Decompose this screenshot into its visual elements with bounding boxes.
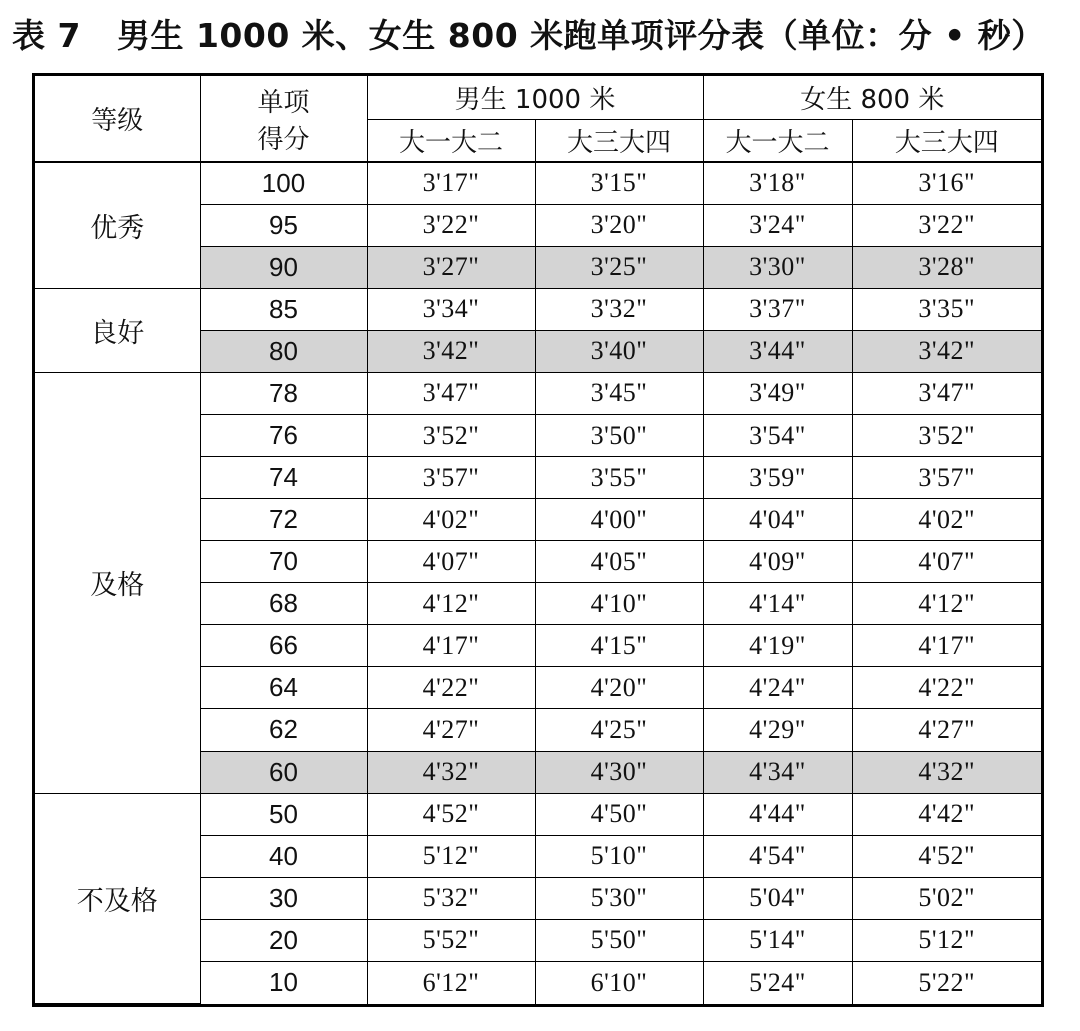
male-year34-cell: 4'15": [535, 625, 703, 667]
header-score: [200, 76, 367, 162]
score-cell: 85: [200, 288, 367, 330]
grade-cell: 优秀: [35, 162, 200, 288]
score-cell: 80: [200, 330, 367, 372]
score-cell: 66: [200, 625, 367, 667]
grade-cell: 及格: [35, 372, 200, 793]
header-female-year34: 大三大四: [852, 119, 1041, 162]
table-row: [35, 793, 1041, 835]
female-year34-cell: 5'02": [852, 877, 1041, 919]
female-year34-cell: 4'17": [852, 625, 1041, 667]
score-cell: 72: [200, 499, 367, 541]
table-row: [35, 372, 1041, 414]
male-year34-cell: 4'05": [535, 541, 703, 583]
female-year12-cell: 5'04": [703, 877, 852, 919]
female-year12-cell: 4'44": [703, 793, 852, 835]
male-year34-cell: 5'50": [535, 919, 703, 961]
header-score-line1: 单项: [257, 87, 310, 118]
table-row: [35, 288, 1041, 330]
male-year34-cell: 4'20": [535, 667, 703, 709]
score-cell: 74: [200, 457, 367, 499]
score-cell: 30: [200, 877, 367, 919]
male-year34-cell: 4'50": [535, 793, 703, 835]
female-year12-cell: 5'14": [703, 919, 852, 961]
female-year34-cell: 3'57": [852, 457, 1041, 499]
male-year34-cell: 6'10": [535, 961, 703, 1003]
female-year34-cell: 4'07": [852, 541, 1041, 583]
female-year12-cell: 4'29": [703, 709, 852, 751]
female-year12-cell: 3'54": [703, 415, 852, 457]
score-cell: 95: [200, 204, 367, 246]
male-year12-cell: 4'02": [367, 499, 535, 541]
female-year34-cell: 4'27": [852, 709, 1041, 751]
grade-cell: 不及格: [35, 793, 200, 1003]
male-year12-cell: 4'07": [367, 541, 535, 583]
score-table-body: [35, 76, 1041, 1004]
female-year34-cell: 3'28": [852, 246, 1041, 288]
male-year12-cell: 5'52": [367, 919, 535, 961]
female-year12-cell: 4'04": [703, 499, 852, 541]
grade-cell: 良好: [35, 288, 200, 372]
female-year12-cell: 4'24": [703, 667, 852, 709]
score-cell: 60: [200, 751, 367, 793]
table-number: 表 7: [12, 16, 81, 55]
table-title: [12, 8, 1045, 64]
score-cell: 76: [200, 415, 367, 457]
score-cell: 20: [200, 919, 367, 961]
female-year34-cell: 3'35": [852, 288, 1041, 330]
female-year34-cell: 4'42": [852, 793, 1041, 835]
header-male-year12: 大一大二: [367, 119, 535, 162]
female-year12-cell: 3'37": [703, 288, 852, 330]
male-year12-cell: 3'27": [367, 246, 535, 288]
male-year12-cell: 5'12": [367, 835, 535, 877]
score-table: [35, 76, 1041, 1004]
male-year34-cell: 3'50": [535, 415, 703, 457]
score-cell: 90: [200, 246, 367, 288]
male-year34-cell: 3'45": [535, 372, 703, 414]
female-year34-cell: 5'22": [852, 961, 1041, 1003]
male-year34-cell: 4'10": [535, 583, 703, 625]
male-year34-cell: 4'25": [535, 709, 703, 751]
male-year12-cell: 4'22": [367, 667, 535, 709]
male-year34-cell: 5'30": [535, 877, 703, 919]
female-year12-cell: 3'24": [703, 204, 852, 246]
score-cell: 40: [200, 835, 367, 877]
header-score-line2: 得分: [257, 124, 310, 155]
male-year12-cell: 3'42": [367, 330, 535, 372]
table-title-text: 男生 1000 米、女生 800 米跑单项评分表（单位：分 • 秒）: [116, 16, 1045, 55]
female-year34-cell: 4'12": [852, 583, 1041, 625]
male-year34-cell: 4'00": [535, 499, 703, 541]
female-year12-cell: 3'49": [703, 372, 852, 414]
female-year34-cell: 5'12": [852, 919, 1041, 961]
female-year12-cell: 4'09": [703, 541, 852, 583]
header-male: 男生 1000 米: [367, 76, 703, 119]
male-year12-cell: 3'22": [367, 204, 535, 246]
male-year12-cell: 3'47": [367, 372, 535, 414]
female-year34-cell: 3'52": [852, 415, 1041, 457]
score-table-frame: [32, 73, 1044, 1007]
female-year34-cell: 4'52": [852, 835, 1041, 877]
female-year34-cell: 3'47": [852, 372, 1041, 414]
female-year12-cell: 4'14": [703, 583, 852, 625]
header-female: 女生 800 米: [703, 76, 1041, 119]
score-cell: 10: [200, 961, 367, 1003]
male-year12-cell: 4'12": [367, 583, 535, 625]
male-year12-cell: 3'17": [367, 162, 535, 204]
male-year34-cell: 3'55": [535, 457, 703, 499]
male-year34-cell: 4'30": [535, 751, 703, 793]
male-year34-cell: 3'15": [535, 162, 703, 204]
male-year34-cell: 3'20": [535, 204, 703, 246]
male-year12-cell: 3'52": [367, 415, 535, 457]
score-cell: 100: [200, 162, 367, 204]
female-year34-cell: 3'16": [852, 162, 1041, 204]
header-row-1: [35, 76, 1041, 119]
male-year34-cell: 5'10": [535, 835, 703, 877]
male-year12-cell: 3'57": [367, 457, 535, 499]
male-year12-cell: 4'32": [367, 751, 535, 793]
header-female-year12: 大一大二: [703, 119, 852, 162]
female-year12-cell: 3'44": [703, 330, 852, 372]
female-year12-cell: 3'59": [703, 457, 852, 499]
score-cell: 68: [200, 583, 367, 625]
male-year34-cell: 3'40": [535, 330, 703, 372]
female-year12-cell: 4'19": [703, 625, 852, 667]
female-year34-cell: 3'22": [852, 204, 1041, 246]
female-year12-cell: 4'54": [703, 835, 852, 877]
female-year12-cell: 5'24": [703, 961, 852, 1003]
female-year12-cell: 3'18": [703, 162, 852, 204]
female-year12-cell: 3'30": [703, 246, 852, 288]
male-year12-cell: 5'32": [367, 877, 535, 919]
score-cell: 64: [200, 667, 367, 709]
female-year12-cell: 4'34": [703, 751, 852, 793]
female-year34-cell: 4'02": [852, 499, 1041, 541]
male-year34-cell: 3'25": [535, 246, 703, 288]
male-year12-cell: 4'52": [367, 793, 535, 835]
male-year12-cell: 3'34": [367, 288, 535, 330]
table-row: [35, 162, 1041, 204]
header-male-year34: 大三大四: [535, 119, 703, 162]
score-cell: 78: [200, 372, 367, 414]
score-cell: 70: [200, 541, 367, 583]
female-year34-cell: 4'32": [852, 751, 1041, 793]
male-year12-cell: 4'27": [367, 709, 535, 751]
score-cell: 50: [200, 793, 367, 835]
score-cell: 62: [200, 709, 367, 751]
header-grade: 等级: [35, 76, 200, 162]
male-year34-cell: 3'32": [535, 288, 703, 330]
female-year34-cell: 3'42": [852, 330, 1041, 372]
male-year12-cell: 4'17": [367, 625, 535, 667]
male-year12-cell: 6'12": [367, 961, 535, 1003]
female-year34-cell: 4'22": [852, 667, 1041, 709]
